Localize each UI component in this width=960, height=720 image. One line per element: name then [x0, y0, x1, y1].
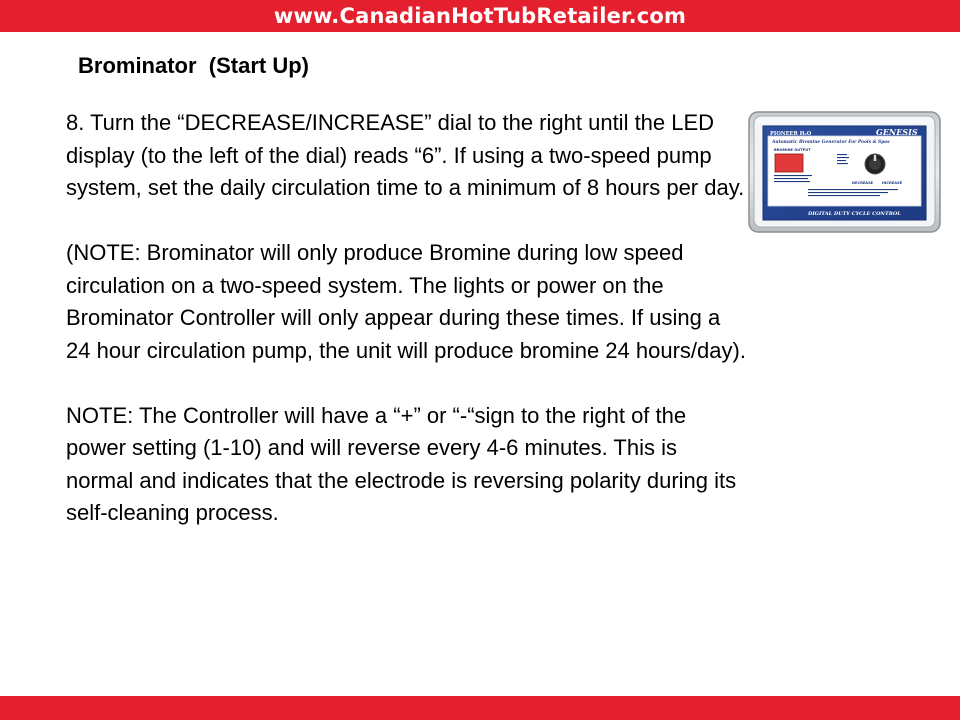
top-banner [0, 0, 960, 32]
controller-illustration [748, 111, 941, 233]
brand-left: PIONEER H₂O [770, 131, 812, 137]
increase-label: INCREASE [882, 181, 903, 185]
led-display [775, 154, 803, 172]
brand-right: GENESIS [876, 127, 918, 137]
site-url: www.CanadianHotTubRetailer.com [273, 4, 687, 28]
step-paragraph: 8. Turn the “DECREASE/INCREASE” dial to the right until the LED display (to the left of the dial) reads “6”. If using a two-speed pump system, set the daily circulation time to a minimum of 8 hours per day. [66, 110, 745, 200]
bottom-banner [0, 696, 960, 720]
note-paragraph-2: NOTE: The Controller will have a “+” or “-“sign to the right of the power setting (1-10) and will reverse every 4-6 minutes. This is normal and indicates that the electrode is reversing polarity during its self-cleaning process. [66, 402, 737, 525]
decrease-label: DECREASE [852, 181, 874, 185]
tagline: Automatic Bromine Generator For Pools & Spas [772, 140, 890, 145]
footer-label: DIGITAL DUTY CYCLE CONTROL [808, 211, 901, 217]
slide-title: Brominator (Start Up) [78, 53, 309, 78]
body-text [66, 107, 746, 530]
output-label: BROMINE OUTPUT [774, 148, 811, 152]
note-paragraph: (NOTE: Brominator will only produce Bromine during low speed circulation on a two-speed system. The lights or power on the Brominator Controller will only appear during these times. If using a 24 hour circulation pump, the unit will produce bromine 24 hours/day). [66, 240, 746, 363]
brominator-controller-photo [748, 111, 941, 233]
